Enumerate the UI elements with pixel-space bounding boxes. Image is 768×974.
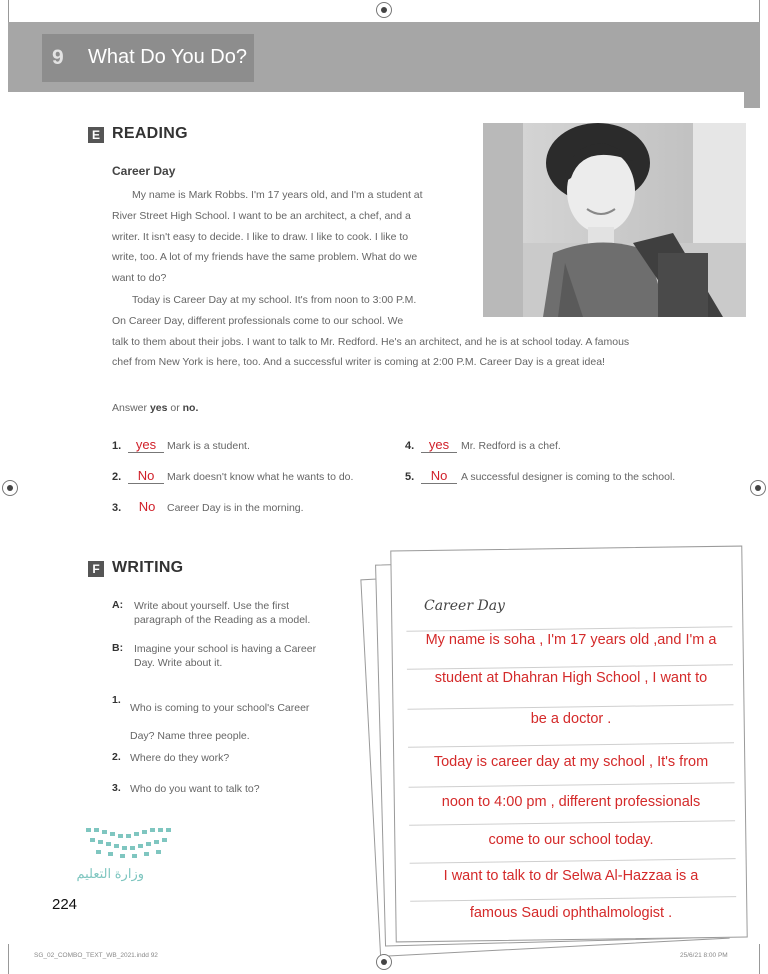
question-text: A successful designer is coming to the school.	[461, 471, 676, 483]
text-line: paragraph of the Reading as a model.	[134, 614, 311, 626]
unit-header-edge	[744, 92, 760, 108]
instruction-or: or	[167, 402, 183, 414]
section-letter-writing: F	[88, 561, 104, 577]
question-number: 3.	[112, 782, 121, 794]
footer-file-name: SG_02_COMBO_TEXT_WB_2021.indd 92	[34, 952, 158, 959]
page-number: 224	[52, 896, 78, 913]
answer-blank[interactable]: yes	[128, 437, 164, 453]
writing-question: Where do they work?	[130, 752, 230, 764]
text-line: River Street High School. I want to be an architect, a chef, and a	[112, 209, 411, 222]
handwritten-line: noon to 4:00 pm , different professionals	[441, 794, 701, 810]
instruction-yes: yes	[149, 402, 168, 414]
handwritten-line: Today is career day at my school , It's from	[433, 754, 709, 770]
instruction-label: A:	[112, 599, 124, 611]
section-letter-reading: E	[88, 127, 104, 143]
handwritten-line: My name is soha , I'm 17 years old ,and I'm a	[425, 632, 717, 648]
ministry-logo-text: وزارة التعليم	[76, 866, 144, 881]
text-line: talk to them about their jobs. I want to talk to Mr. Redford. He's an architect, and he is at school today. A famous	[112, 335, 630, 348]
section-title-writing: WRITING	[112, 559, 184, 576]
text-line: write, too. A lot of my friends have the same problem. What do we	[112, 251, 418, 264]
notebook-title: Career Day	[424, 598, 505, 614]
question-text: Mark doesn't know what he wants to do.	[167, 471, 354, 483]
writing-question	[130, 694, 309, 750]
text-line: Imagine your school is having a Career	[134, 643, 317, 655]
unit-number: 9	[52, 46, 64, 69]
crop-mark	[759, 0, 760, 22]
text-line: Day? Name three people.	[130, 730, 250, 742]
reading-subtitle: Career Day	[112, 164, 176, 178]
student-photo	[483, 123, 746, 317]
writing-instruction-a	[134, 599, 310, 627]
question-number: 1.	[112, 694, 121, 706]
text-line: Today is Career Day at my school. It's from noon to 3:00 P.M.	[132, 294, 417, 306]
question-number: 4.	[405, 440, 415, 452]
reading-paragraph-1	[112, 185, 472, 289]
crop-mark	[8, 0, 9, 22]
instruction-text: Answer	[112, 402, 150, 414]
writing-question: Who do you want to talk to?	[130, 783, 260, 795]
handwritten-line: I want to talk to dr Selwa Al-Hazzaa is a	[443, 868, 699, 884]
registration-mark	[376, 2, 392, 18]
section-title-reading: READING	[112, 125, 188, 142]
answer-blank[interactable]: No	[138, 499, 156, 514]
text-line: want to do?	[112, 272, 167, 285]
text-line: My name is Mark Robbs. I'm 17 years old, and I'm a student at	[132, 189, 423, 201]
question-number: 2.	[112, 751, 121, 763]
crop-mark	[759, 944, 760, 974]
question-text: Mark is a student.	[167, 440, 250, 452]
question-number: 3.	[112, 502, 122, 514]
registration-mark	[750, 480, 766, 496]
text-line: Write about yourself. Use the first	[134, 600, 290, 612]
question-number: 2.	[112, 471, 122, 483]
handwritten-line: come to our school today.	[488, 832, 654, 848]
question-text: Mr. Redford is a chef.	[461, 440, 561, 452]
footer-timestamp: 25/6/21 8:00 PM	[680, 952, 728, 959]
ministry-logo-icon	[84, 826, 172, 860]
answer-blank[interactable]: No	[421, 468, 457, 484]
crop-mark	[8, 944, 9, 974]
question-number: 5.	[405, 471, 415, 483]
text-line: chef from New York is here, too. And a successful writer is coming at 2:00 P.M. Career Day is a great idea!	[112, 356, 605, 369]
answer-blank[interactable]: No	[128, 468, 164, 484]
question-text: Career Day is in the morning.	[167, 502, 304, 514]
handwritten-line: student at Dhahran High School , I want to	[434, 670, 708, 686]
instruction-no: no.	[182, 402, 199, 414]
registration-mark	[2, 480, 18, 496]
text-line: Day. Write about it.	[134, 657, 223, 669]
text-line: Who is coming to your school's Career	[130, 702, 310, 714]
registration-mark	[376, 954, 392, 970]
question-number: 1.	[112, 440, 122, 452]
writing-instruction-b	[134, 642, 316, 670]
handwritten-line: famous Saudi ophthalmologist .	[469, 905, 673, 921]
answer-blank[interactable]: yes	[421, 437, 457, 453]
text-line: writer. It isn't easy to decide. I like to draw. I like to cook. I like to	[112, 230, 409, 243]
handwritten-line: be a doctor .	[530, 711, 612, 727]
instruction	[112, 402, 198, 414]
instruction-label: B:	[112, 642, 124, 654]
text-line: On Career Day, different professionals come to our school. We	[112, 314, 404, 327]
unit-title: What Do You Do?	[88, 46, 247, 68]
